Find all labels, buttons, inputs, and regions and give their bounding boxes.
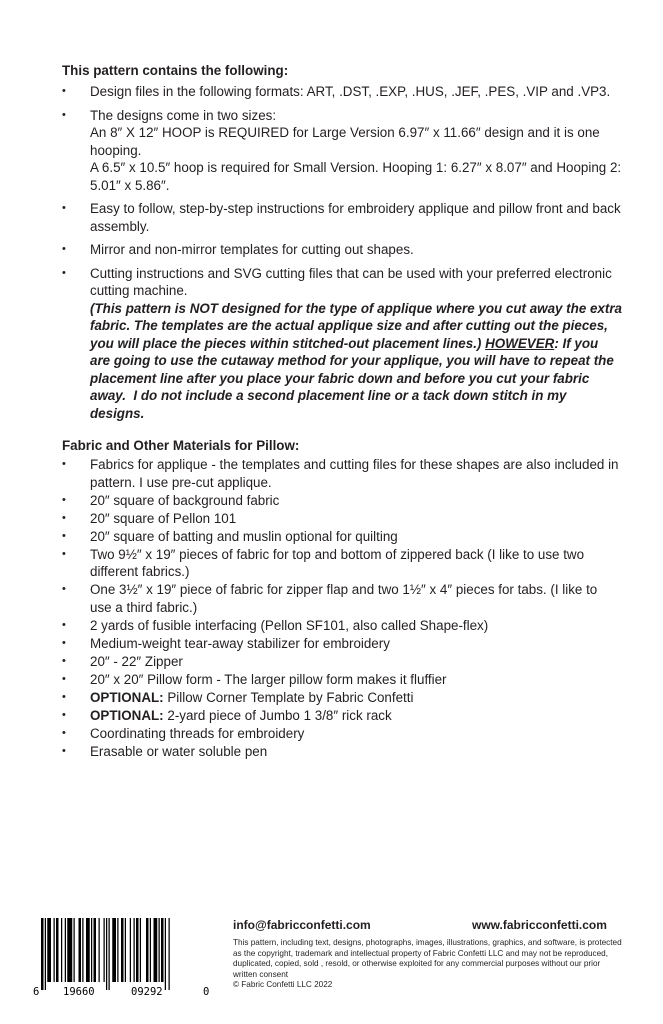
barcode-bar <box>41 918 44 990</box>
list-item-text: Two 9½″ x 19″ pieces of fabric for top and bottom of zippered back (I like to use two different fabrics.) <box>90 546 585 579</box>
barcode-bar <box>106 918 107 990</box>
barcode-bar <box>54 918 55 982</box>
list-item-text: 20″ square of batting and muslin optional for quilting <box>90 528 398 544</box>
copyright-text: This pattern, including text, designs, photographs, images, illustrations, graphics, and software, is protected as the copyright, trademark and intellectual property of Fabric Confetti LLC and may not be reproduced, duplicated, copied, sold , resold, or otherwise exploited for any commercial purposes without our prior written consent <box>233 938 622 979</box>
barcode-bar <box>121 918 124 982</box>
barcode-bar <box>91 918 92 982</box>
barcode-bar <box>136 918 139 982</box>
barcode-bar <box>130 918 131 982</box>
list-item-text: 2-yard piece of Jumbo 1 3/8″ rick rack <box>163 707 392 723</box>
barcode-bar <box>104 918 105 982</box>
note-emphasis: HOWEVER <box>485 335 555 351</box>
section-title-pattern-contents: This pattern contains the following: <box>62 63 289 78</box>
list-item <box>62 725 622 743</box>
barcode-bar <box>56 918 59 982</box>
list-item <box>62 200 622 235</box>
list-item <box>62 241 622 259</box>
list-item <box>62 617 622 635</box>
list-item <box>62 743 622 761</box>
barcode-bar <box>109 918 110 990</box>
barcode-bar <box>67 918 72 982</box>
list-item-text: Fabrics for applique - the templates and cutting files for these shapes are also included in pattern. I use pre-cut applique. <box>90 457 619 490</box>
list-item-text: Mirror and non-mirror templates for cutting out shapes. <box>90 242 414 257</box>
list-item-text: 2 yards of fusible interfacing (Pellon SF101, also called Shape-flex) <box>90 617 489 633</box>
barcode-bar <box>112 918 116 982</box>
list-item <box>62 492 622 510</box>
pattern-contents-list <box>62 83 622 428</box>
upc-barcode <box>33 918 213 998</box>
barcode-bars <box>41 918 170 990</box>
list-item-text: An 8″ X 12″ HOOP is REQUIRED for Large Version 6.97″ x 11.66″ design and it is one hooping. <box>90 125 600 158</box>
barcode-bar <box>65 918 66 982</box>
barcode-bar <box>159 918 160 982</box>
optional-label: OPTIONAL: <box>90 707 164 723</box>
barcode-bar <box>169 918 170 990</box>
list-item-text: • The designs come in two sizes: <box>90 107 277 123</box>
list-item-text: One 3½″ x 19″ piece of fabric for zipper flap and two 1½″ x 4″ pieces for tabs. (I like to use a third fabric.) <box>90 582 598 615</box>
list-item <box>62 107 622 195</box>
barcode-bar <box>86 918 90 982</box>
list-item-text: 20″ square of Pellon 101 <box>90 510 237 526</box>
list-item <box>62 635 622 653</box>
list-item-text: 20″ - 22″ Zipper <box>90 653 183 669</box>
barcode-bar <box>79 918 82 982</box>
barcode-bar <box>94 918 97 982</box>
materials-list <box>62 456 622 761</box>
barcode-bar <box>47 918 51 982</box>
list-item <box>62 653 622 671</box>
list-item-text: 20″ x 20″ Pillow form - The larger pillow form makes it fluffier <box>90 671 447 687</box>
barcode-bar <box>165 918 166 990</box>
list-item <box>62 707 622 725</box>
barcode-bar <box>45 918 46 990</box>
list-item-text: Easy to follow, step-by-step instructions for embroidery applique and pillow front and back assembly. <box>90 201 621 234</box>
section-title-materials: Fabric and Other Materials for Pillow: <box>62 438 300 453</box>
list-item-text: Erasable or water soluble pen <box>90 743 268 759</box>
copyright-notice <box>233 938 623 991</box>
barcode-bar <box>154 918 158 982</box>
barcode-bar <box>125 918 126 982</box>
barcode-bar <box>134 918 135 982</box>
barcode-bar <box>82 918 83 982</box>
list-item <box>62 528 622 546</box>
contact-email[interactable]: info@fabricconfetti.com <box>233 918 371 932</box>
barcode-group-2: 09292 <box>131 986 163 998</box>
barcode-bar <box>146 918 149 982</box>
list-item-text: Coordinating threads for embroidery <box>90 725 305 741</box>
list-item-text: Pillow Corner Template by Fabric Confetti <box>163 689 414 705</box>
note-text: (This pattern is NOT designed for the type of applique where you cut away the extra fabric. The templates are the actual applique size and after cutting out the pieces, you will place the pieces within stitched-out placement lines.) <box>90 300 622 351</box>
list-item-text: Medium-weight tear-away stabilizer for embroidery <box>90 635 390 651</box>
list-item <box>62 510 622 528</box>
barcode-lead-digit: 6 <box>33 986 40 998</box>
copyright-line: © Fabric Confetti LLC 2022 <box>233 980 333 990</box>
list-item <box>62 671 622 689</box>
list-item-text: • Cutting instructions and SVG cutting files that can be used with your preferred electronic cutting machine. <box>90 265 612 298</box>
barcode-bar <box>161 918 164 982</box>
list-item <box>62 546 622 581</box>
list-item <box>62 689 622 707</box>
applique-note <box>90 300 622 423</box>
barcode-bar <box>117 918 118 982</box>
barcode-bar <box>61 918 62 982</box>
barcode-bar <box>74 918 75 982</box>
list-item-text: A 6.5″ x 10.5″ hoop is required for Small Version. Hooping 1: 6.27″ x 8.07″ and Hooping 2: 5.01″ x 5.86″. <box>90 160 622 193</box>
barcode-group-1: 19660 <box>63 986 95 998</box>
barcode-bar <box>150 918 151 982</box>
barcode-bar <box>99 918 100 982</box>
barcode-check-digit: 0 <box>203 986 210 998</box>
list-item-text: Design files in the following formats: ART, .DST, .EXP, .HUS, .JEF, .PES, .VIP and .VP3. <box>90 84 611 99</box>
note-text: : If you are going to use the cutaway method for your applique, you will have to repeat the placement line after you place your fabric down and before you cut your fabric away. I do not include a second placement line or a tack down stitch in my designs. <box>90 335 614 421</box>
barcode-bar <box>140 918 141 982</box>
list-item <box>62 83 622 101</box>
website-link[interactable]: www.fabricconfetti.com <box>472 918 607 932</box>
list-item <box>62 581 622 616</box>
list-item <box>62 456 622 491</box>
list-item-text: 20″ square of background fabric <box>90 492 280 508</box>
optional-label: OPTIONAL: <box>90 689 164 705</box>
list-item <box>62 265 622 423</box>
